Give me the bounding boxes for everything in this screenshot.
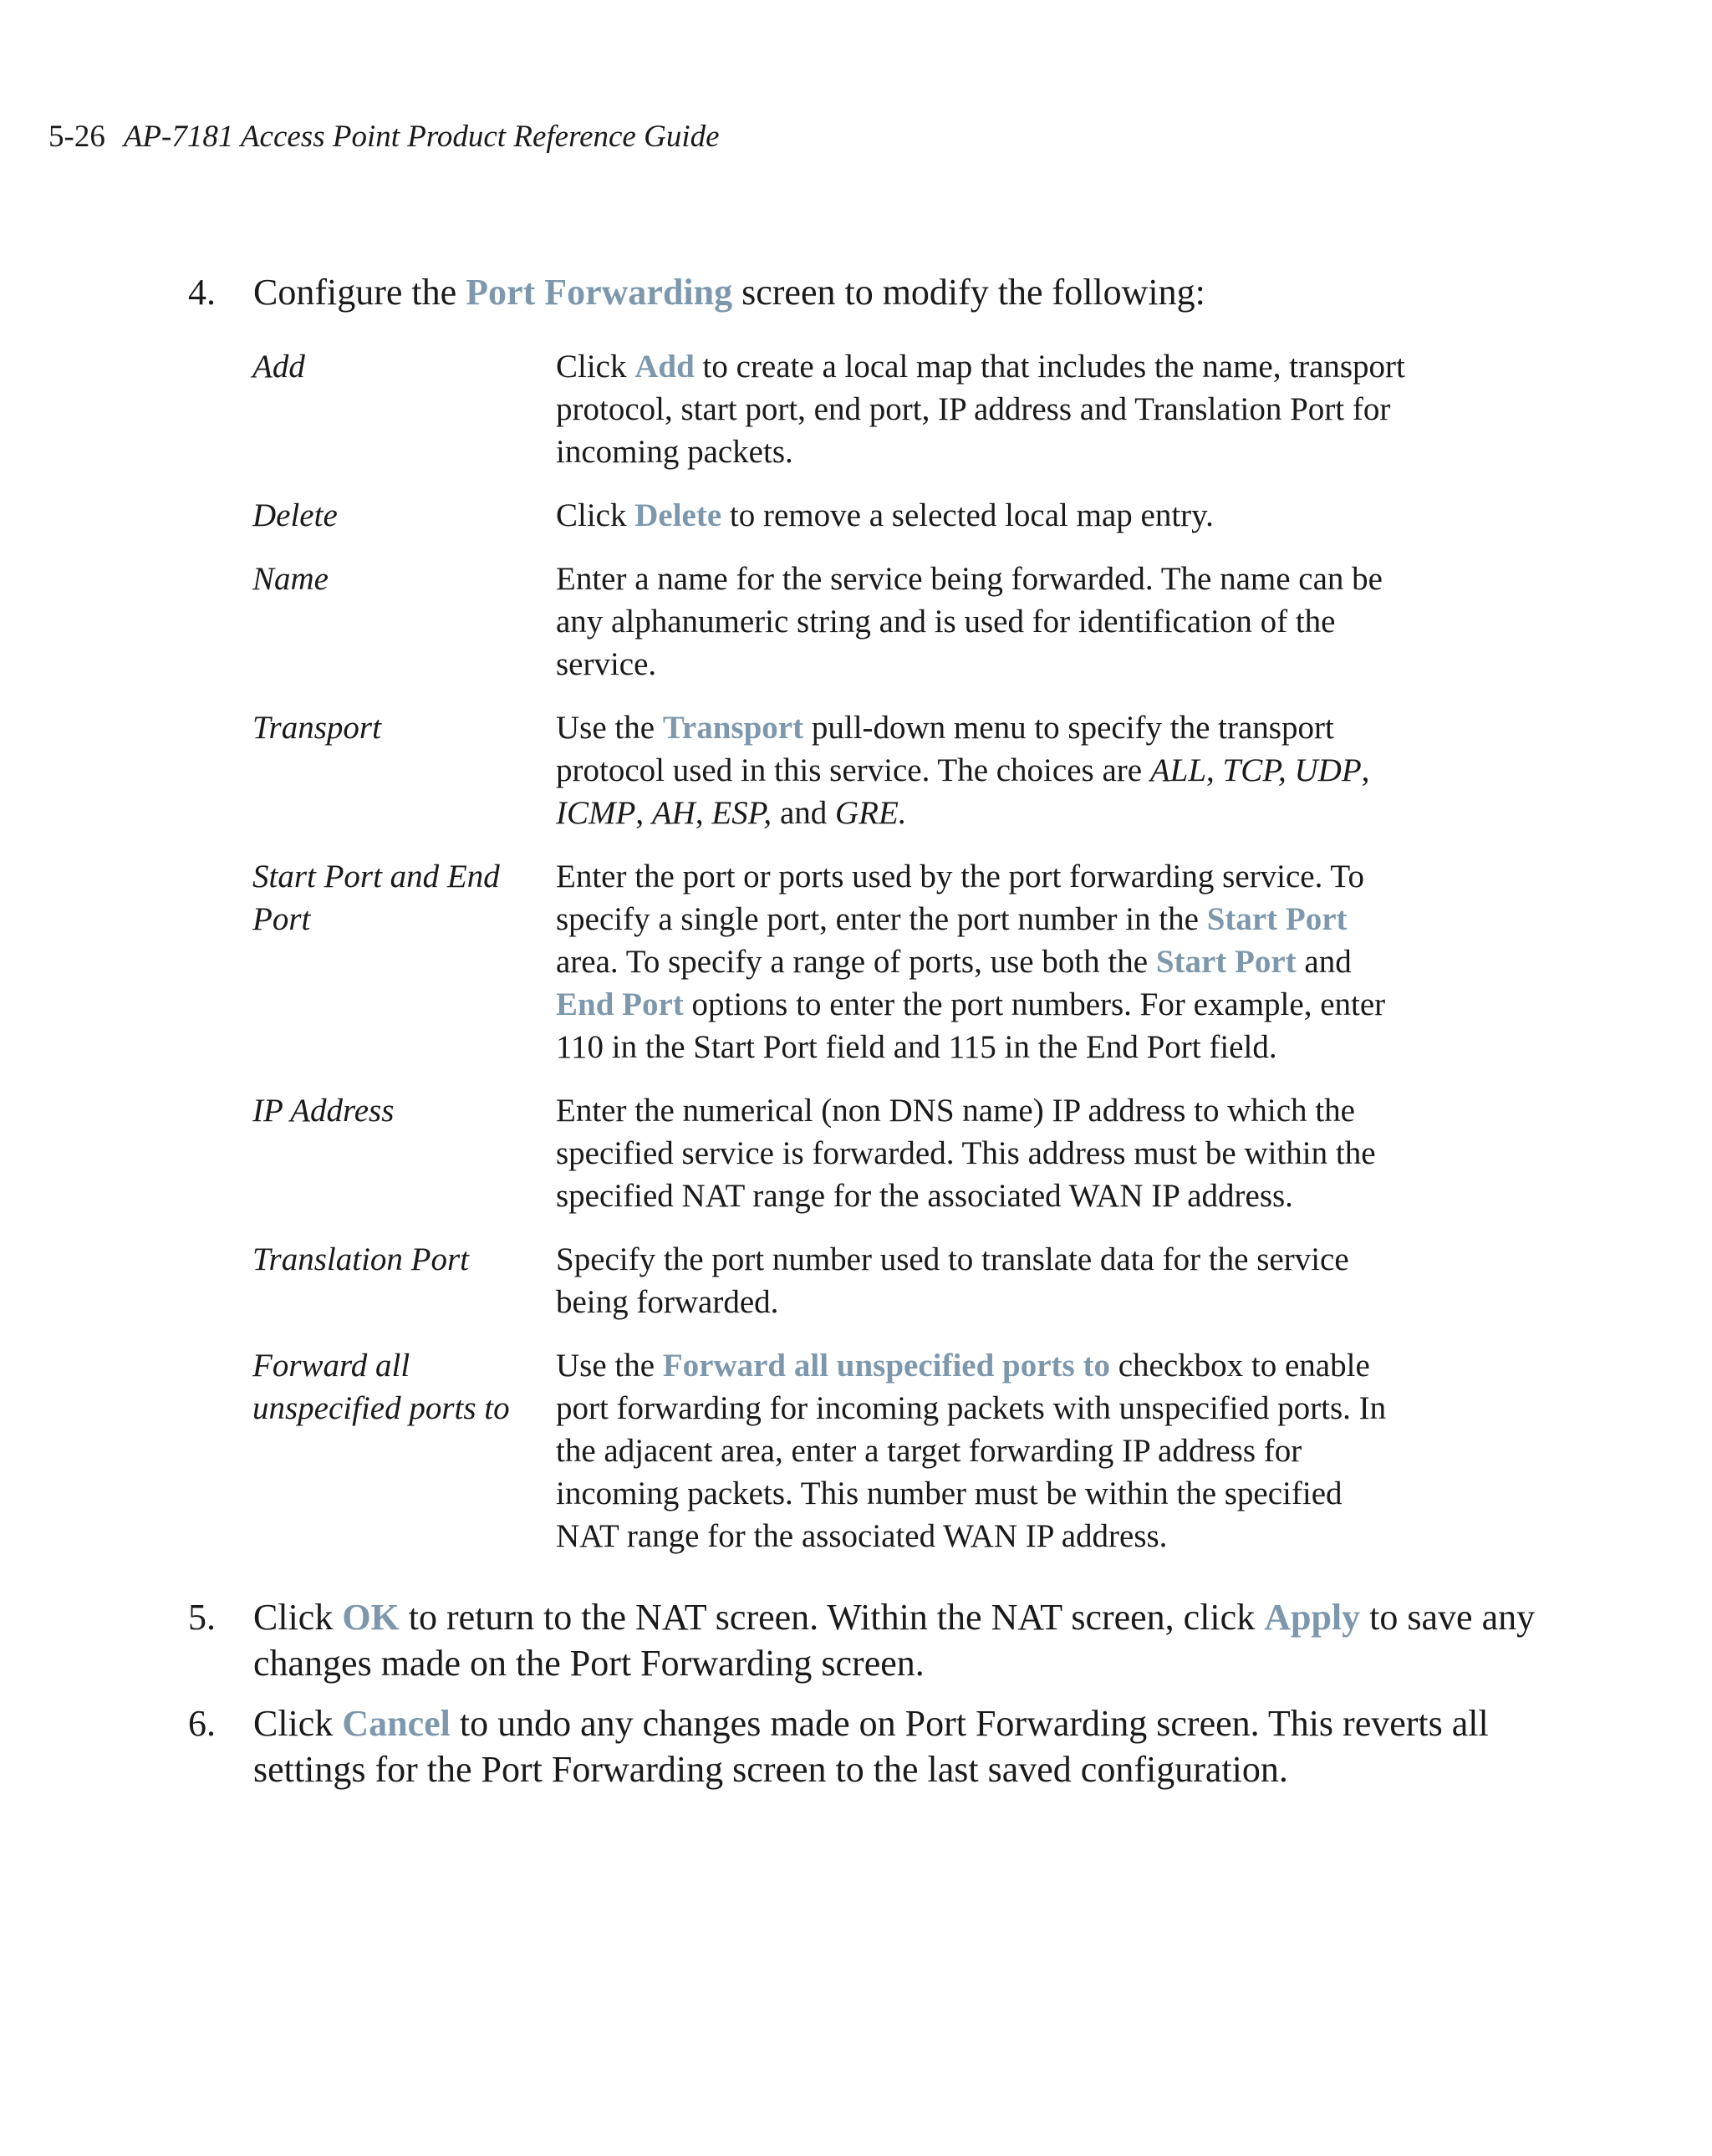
page-number: 5-26: [48, 120, 105, 154]
protocol-all: ALL: [1149, 752, 1207, 788]
description-add: [556, 345, 1409, 473]
step-text: Configure the: [253, 272, 466, 313]
desc-text: area. To specify a range of ports, use both the: [556, 944, 1156, 980]
desc-text: to create a local map that includes the name, transport protocol, start port, end port, IP address and Translation Port for incoming packets.: [556, 349, 1405, 470]
ui-term-start-port: Start Port: [1155, 944, 1297, 980]
ui-term-cancel: Cancel: [342, 1703, 451, 1744]
description-ip-address: Enter the numerical (non DNS name) IP address to which the specified service is forwarded. This address must be within the specified NAT range for the associated WAN IP address.: [556, 1093, 1376, 1214]
ui-term-ok: OK: [342, 1597, 400, 1638]
description-start-end-port: [556, 855, 1409, 1068]
desc-text: ,: [1206, 752, 1223, 788]
ui-term-forward-all: Forward all unspecified ports to: [662, 1348, 1110, 1384]
term-transport: Transport: [252, 710, 381, 746]
desc-text: Use the: [556, 1348, 663, 1384]
definition-transport: [252, 706, 1576, 834]
definition-add: [252, 345, 1576, 473]
term-name: Name: [252, 561, 329, 597]
ui-term-delete: Delete: [634, 497, 722, 533]
term-ip-address: IP Address: [252, 1093, 395, 1129]
description-name: Enter a name for the service being forwarded. The name can be any alphanumeric string and is used for identification of the service.: [556, 561, 1383, 682]
ui-term-port-forwarding: Port Forwarding: [466, 272, 733, 313]
definition-translation-port: [252, 1238, 1576, 1323]
definition-delete: [252, 494, 1576, 537]
step-4: [188, 269, 1576, 315]
step-text: screen to modify the following:: [732, 272, 1205, 313]
definition-start-end-port: [252, 855, 1576, 1068]
definition-forward-all: [252, 1344, 1576, 1557]
desc-text: checkbox to enable port forwarding for incoming packets with unspecified ports. In the adjacent area, enter a target forwarding IP address for incoming packets. This number must be within the specified NAT range for the associated WAN IP address.: [556, 1348, 1387, 1554]
definition-ip-address: [252, 1089, 1576, 1217]
desc-text: to remove a selected local map entry.: [721, 497, 1214, 533]
desc-text: and: [1296, 944, 1352, 980]
protocol-icmp: ICMP: [556, 795, 636, 831]
term-add: Add: [252, 349, 305, 385]
term-start-end-port: Start Port and End Port: [252, 859, 500, 937]
term-forward-all: Forward all unspecified ports to: [252, 1348, 510, 1426]
guide-title: AP-7181 Access Point Product Reference Guide: [123, 120, 720, 154]
description-transport: [556, 706, 1409, 834]
running-header: [48, 115, 720, 159]
step-6: [188, 1700, 1576, 1792]
desc-text: Enter the port or ports used by the port forwarding service. To specify a single port, enter the port number in the: [556, 859, 1364, 937]
protocol-ah: AH: [651, 795, 696, 831]
desc-text: pull-down menu to specify the transport protocol used in this service. The choices are: [556, 710, 1334, 788]
ui-term-start-port: Start Port: [1206, 901, 1348, 937]
step-number: 4.: [188, 272, 216, 313]
term-translation-port: Translation Port: [252, 1241, 469, 1277]
step-text: Click: [253, 1703, 343, 1744]
protocol-tcp-udp: TCP, UDP: [1222, 752, 1362, 788]
desc-text: Click: [556, 349, 635, 385]
step-text: to undo any changes made on Port Forwarding screen. This reverts all settings for the Port Forwarding screen to the last saved configuration.: [253, 1703, 1489, 1790]
description-forward-all: [556, 1344, 1409, 1557]
step-number: 6.: [188, 1703, 216, 1744]
protocol-gre: GRE.: [835, 795, 907, 831]
desc-text: ,: [635, 795, 652, 831]
desc-text: ,: [1361, 752, 1370, 788]
step-5: [188, 1594, 1576, 1686]
ui-term-add: Add: [634, 349, 695, 385]
desc-text: Click: [556, 497, 635, 533]
desc-text: ,: [695, 795, 712, 831]
protocol-esp: ESP,: [711, 795, 772, 831]
step-number: 5.: [188, 1597, 216, 1638]
step-text: to return to the NAT screen. Within the NAT screen, click: [399, 1597, 1265, 1638]
term-delete: Delete: [252, 497, 338, 533]
step-text: Click: [253, 1597, 343, 1638]
ui-term-transport: Transport: [662, 710, 804, 746]
definition-list: [252, 345, 1576, 1557]
description-delete: [556, 494, 1409, 537]
page-content: [188, 269, 1576, 1792]
ui-term-apply: Apply: [1264, 1597, 1361, 1638]
ui-term-end-port: End Port: [556, 986, 684, 1022]
desc-text: options to enter the port numbers. For example, enter 110 in the Start Port field and 115 in the End Port field.: [556, 986, 1386, 1065]
desc-text: Use the: [556, 710, 663, 746]
definition-name: [252, 558, 1576, 686]
step-text: to save any changes made on the Port Forwarding screen.: [253, 1597, 1536, 1684]
desc-text: and: [772, 795, 835, 831]
description-translation-port: Specify the port number used to translate data for the service being forwarded.: [556, 1241, 1349, 1320]
